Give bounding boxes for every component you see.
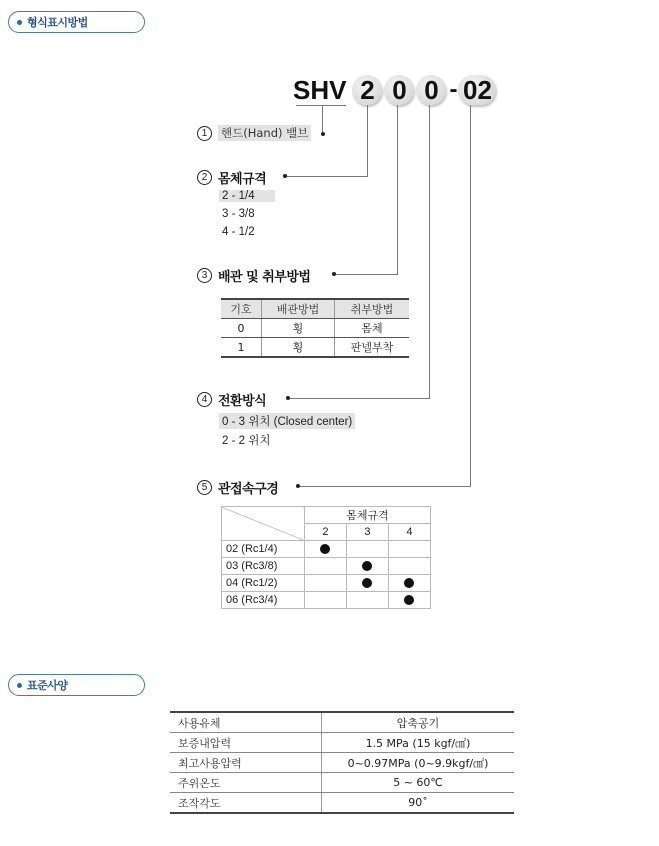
item-4 <box>197 390 266 409</box>
option-body-size: 4 - 1/2 <box>222 226 255 238</box>
item-number: 1 <box>197 126 212 141</box>
cell: 횡 <box>262 338 335 358</box>
header-cell: 취부방법 <box>335 299 410 319</box>
cell: 몸체 <box>335 319 410 338</box>
row-label: 02 (Rc1/4) <box>222 541 305 558</box>
section-title: 표준사양 <box>27 679 68 692</box>
table-row <box>170 733 514 753</box>
filled-circle-mark-icon <box>362 561 372 571</box>
port-table <box>221 506 431 609</box>
code-segment-switching: 0 <box>416 75 446 105</box>
filled-circle-mark-icon <box>404 595 414 605</box>
connector-line-5h <box>298 486 471 487</box>
spec-value: 0~0.97MPa (0~9.9kgf/㎠) <box>322 753 515 773</box>
section-header-standard-specs <box>8 674 145 696</box>
table-row <box>170 712 514 733</box>
filled-circle-mark-icon <box>320 544 330 554</box>
table-row <box>222 575 431 592</box>
connector-line-3h <box>334 274 398 275</box>
spec-value: 압축공기 <box>322 712 515 733</box>
cell: 횡 <box>262 319 335 338</box>
connector-dot-1 <box>321 132 325 136</box>
item-number: 5 <box>197 480 212 495</box>
connector-line-2 <box>367 105 368 176</box>
item-number: 4 <box>197 392 212 407</box>
header-cell: 배관방법 <box>262 299 335 319</box>
cell: 1 <box>221 338 262 358</box>
connector-line-4h <box>288 398 430 399</box>
item-number: 3 <box>197 268 212 283</box>
mark-cell <box>346 558 388 575</box>
connector-dot-5 <box>296 484 300 488</box>
table-row <box>170 793 514 814</box>
mark-cell <box>305 558 347 575</box>
row-label: 06 (Rc3/4) <box>222 592 305 609</box>
connector-line-2h <box>285 176 368 177</box>
mark-cell <box>305 541 347 558</box>
spec-key: 보증내압력 <box>170 733 322 753</box>
item-title: 핸드(Hand) 밸브 <box>218 125 311 141</box>
filled-circle-mark-icon <box>404 578 414 588</box>
diagonal-corner-cell <box>222 507 305 541</box>
option-body-size: 2 - 1/4 <box>219 190 275 202</box>
group-header-cell: 몸체규격 <box>305 507 431 524</box>
spec-value: 90˚ <box>408 796 428 809</box>
mark-cell <box>346 575 388 592</box>
section-header-model-notation <box>8 11 145 33</box>
bullet-icon <box>17 683 22 688</box>
item-1 <box>197 125 311 141</box>
code-separator: - <box>449 76 458 103</box>
table-header-row <box>221 299 409 319</box>
table-row <box>222 541 431 558</box>
spec-key: 조작각도 <box>170 793 322 814</box>
code-segment-piping: 0 <box>384 75 414 105</box>
cell: 판넬부착 <box>350 341 394 354</box>
mark-cell <box>388 592 430 609</box>
item-number: 2 <box>197 170 212 185</box>
connector-dot-3 <box>332 272 336 276</box>
option-switching: 2 - 2 위치 <box>222 435 271 447</box>
code-segment-body-size: 2 <box>352 75 382 105</box>
column-header: 3 <box>346 524 388 541</box>
mark-cell <box>305 592 347 609</box>
item-5 <box>197 478 278 497</box>
item-title: 전환방식 <box>218 394 267 409</box>
row-label: 04 (Rc1/2) <box>222 575 305 592</box>
item-title: 몸체규격 <box>218 172 267 187</box>
spec-key: 주위온도 <box>170 773 322 793</box>
connector-line-3 <box>397 105 398 274</box>
table-row <box>222 558 431 575</box>
column-header: 4 <box>388 524 430 541</box>
spec-table <box>170 711 514 814</box>
spec-key: 사용유체 <box>170 712 322 733</box>
cell: 0 <box>221 319 262 338</box>
mark-cell <box>346 541 388 558</box>
row-label: 03 (Rc3/8) <box>222 558 305 575</box>
mark-cell <box>388 575 430 592</box>
table-row <box>221 319 409 338</box>
filled-circle-mark-icon <box>362 578 372 588</box>
model-code <box>293 74 498 106</box>
prefix-underline <box>296 105 346 106</box>
table-header-row <box>222 507 431 524</box>
spec-value: 5 ~ 60℃ <box>322 773 515 793</box>
connector-line-4 <box>429 105 430 398</box>
item-title: 관접속구경 <box>218 482 279 497</box>
table-row <box>170 773 514 793</box>
mark-cell <box>388 558 430 575</box>
table-row <box>221 338 409 358</box>
item-title: 배관 및 취부방법 <box>218 270 311 285</box>
item-2 <box>197 168 266 187</box>
mark-cell <box>346 592 388 609</box>
mark-cell <box>305 575 347 592</box>
table-row <box>170 753 514 773</box>
table-row <box>222 592 431 609</box>
bullet-icon <box>17 20 22 25</box>
section-title: 형식표시방법 <box>27 16 88 29</box>
connector-dot-4 <box>286 396 290 400</box>
header-cell: 기호 <box>221 299 262 319</box>
connector-dot-2 <box>283 174 287 178</box>
spec-key: 최고사용압력 <box>170 753 322 773</box>
option-switching: 0 - 3 위치 (Closed center) <box>219 413 355 429</box>
column-header: 2 <box>305 524 347 541</box>
spec-value: 1.5 MPa (15 kgf/㎠) <box>322 733 515 753</box>
mark-cell <box>388 541 430 558</box>
item-3 <box>197 266 310 285</box>
option-body-size: 3 - 3/8 <box>222 208 255 220</box>
connector-line-1 <box>322 105 323 133</box>
code-segment-port: 02 <box>458 75 496 105</box>
connector-line-5 <box>470 105 471 486</box>
model-prefix: SHV <box>293 74 347 105</box>
piping-table <box>221 298 409 358</box>
